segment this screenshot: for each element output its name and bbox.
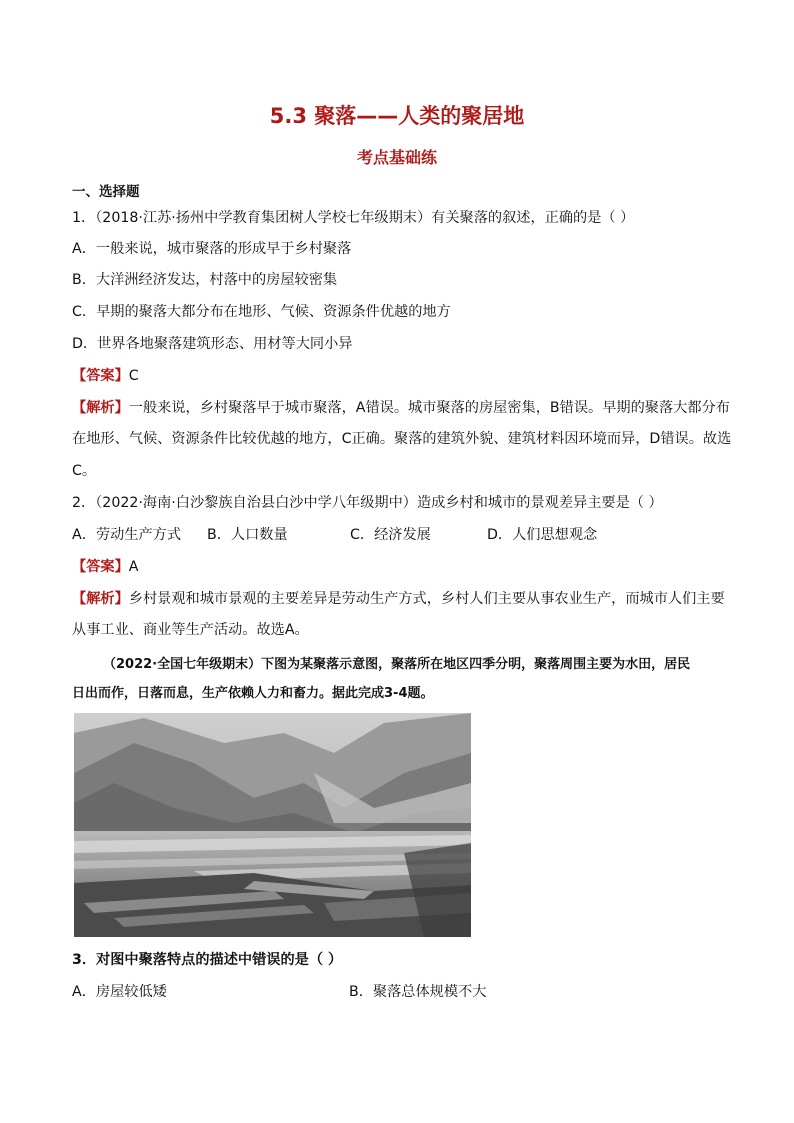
q2-analysis-line-2: 从事工业、商业等生产活动。故选A。	[72, 622, 309, 638]
section-heading: 一、选择题	[72, 184, 140, 200]
q2-option-d: D．人们思想观念	[487, 527, 598, 543]
answer-value: C	[128, 368, 139, 384]
q1-option-b: B．大洋洲经济发达，村落中的房屋较密集	[72, 272, 338, 288]
q2-analysis-line-1	[72, 589, 725, 609]
q2-answer	[72, 557, 138, 577]
q1-answer	[72, 366, 139, 386]
analysis-tag: 【解析】	[72, 400, 129, 416]
q1-analysis-line-3: C。	[72, 463, 97, 479]
q1-analysis-line-1	[72, 398, 730, 418]
q1-option-c: C．早期的聚落大都分布在地形、气候、资源条件优越的地方	[72, 304, 451, 320]
analysis-text: 乡村景观和城市景观的主要差异是劳动生产方式，乡村人们主要从事农业生产，而城市人们主要	[128, 591, 725, 607]
page-title: 5.3 聚落——人类的聚居地	[269, 104, 525, 128]
q2-stem: 2．（2022·海南·白沙黎族自治县白沙中学八年级期中）造成乡村和城市的景观差异主要是（ ）	[72, 495, 663, 511]
answer-tag: 【答案】	[72, 559, 129, 575]
q1-stem: 1．（2018·江苏·扬州中学教育集团树人学校七年级期末）有关聚落的叙述，正确的是（ ）	[72, 210, 635, 226]
material-line-2: 日出而作，日落而息，生产依赖人力和畜力。据此完成3-4题。	[72, 686, 434, 701]
q3-option-a: A．房屋较低矮	[72, 984, 167, 1000]
q2-option-b: B．人口数量	[207, 527, 288, 543]
answer-value: A	[128, 559, 139, 575]
q1-analysis-line-2: 在地形、气候、资源条件比较优越的地方，C正确。聚落的建筑外貌、建筑材料因环境而异，D错误。故选	[72, 431, 732, 447]
q2-option-a: A．劳动生产方式	[72, 527, 182, 543]
q3-option-b: B．聚落总体规模不大	[349, 984, 487, 1000]
analysis-tag: 【解析】	[72, 591, 129, 607]
q3-options	[72, 982, 486, 1002]
q3-stem: 3．对图中聚落特点的描述中错误的是（ ）	[72, 952, 343, 968]
answer-tag: 【答案】	[72, 368, 129, 384]
q1-option-d: D．世界各地聚落建筑形态、用材等大同小异	[72, 336, 353, 352]
q1-option-a: A．一般来说，城市聚落的形成早于乡村聚落	[72, 241, 352, 257]
page-subtitle: 考点基础练	[356, 148, 437, 167]
q2-option-c: C．经济发展	[350, 527, 431, 543]
q2-options	[72, 525, 597, 545]
material-line-1: （2022·全国七年级期末）下图为某聚落示意图，聚落所在地区四季分明，聚落周围主要为水田，居民	[103, 657, 691, 672]
settlement-photo	[74, 713, 471, 937]
settlement-photo-graphic	[74, 713, 471, 937]
analysis-text: 一般来说，乡村聚落早于城市聚落，A错误。城市聚落的房屋密集，B错误。早期的聚落大都分布	[128, 400, 730, 416]
